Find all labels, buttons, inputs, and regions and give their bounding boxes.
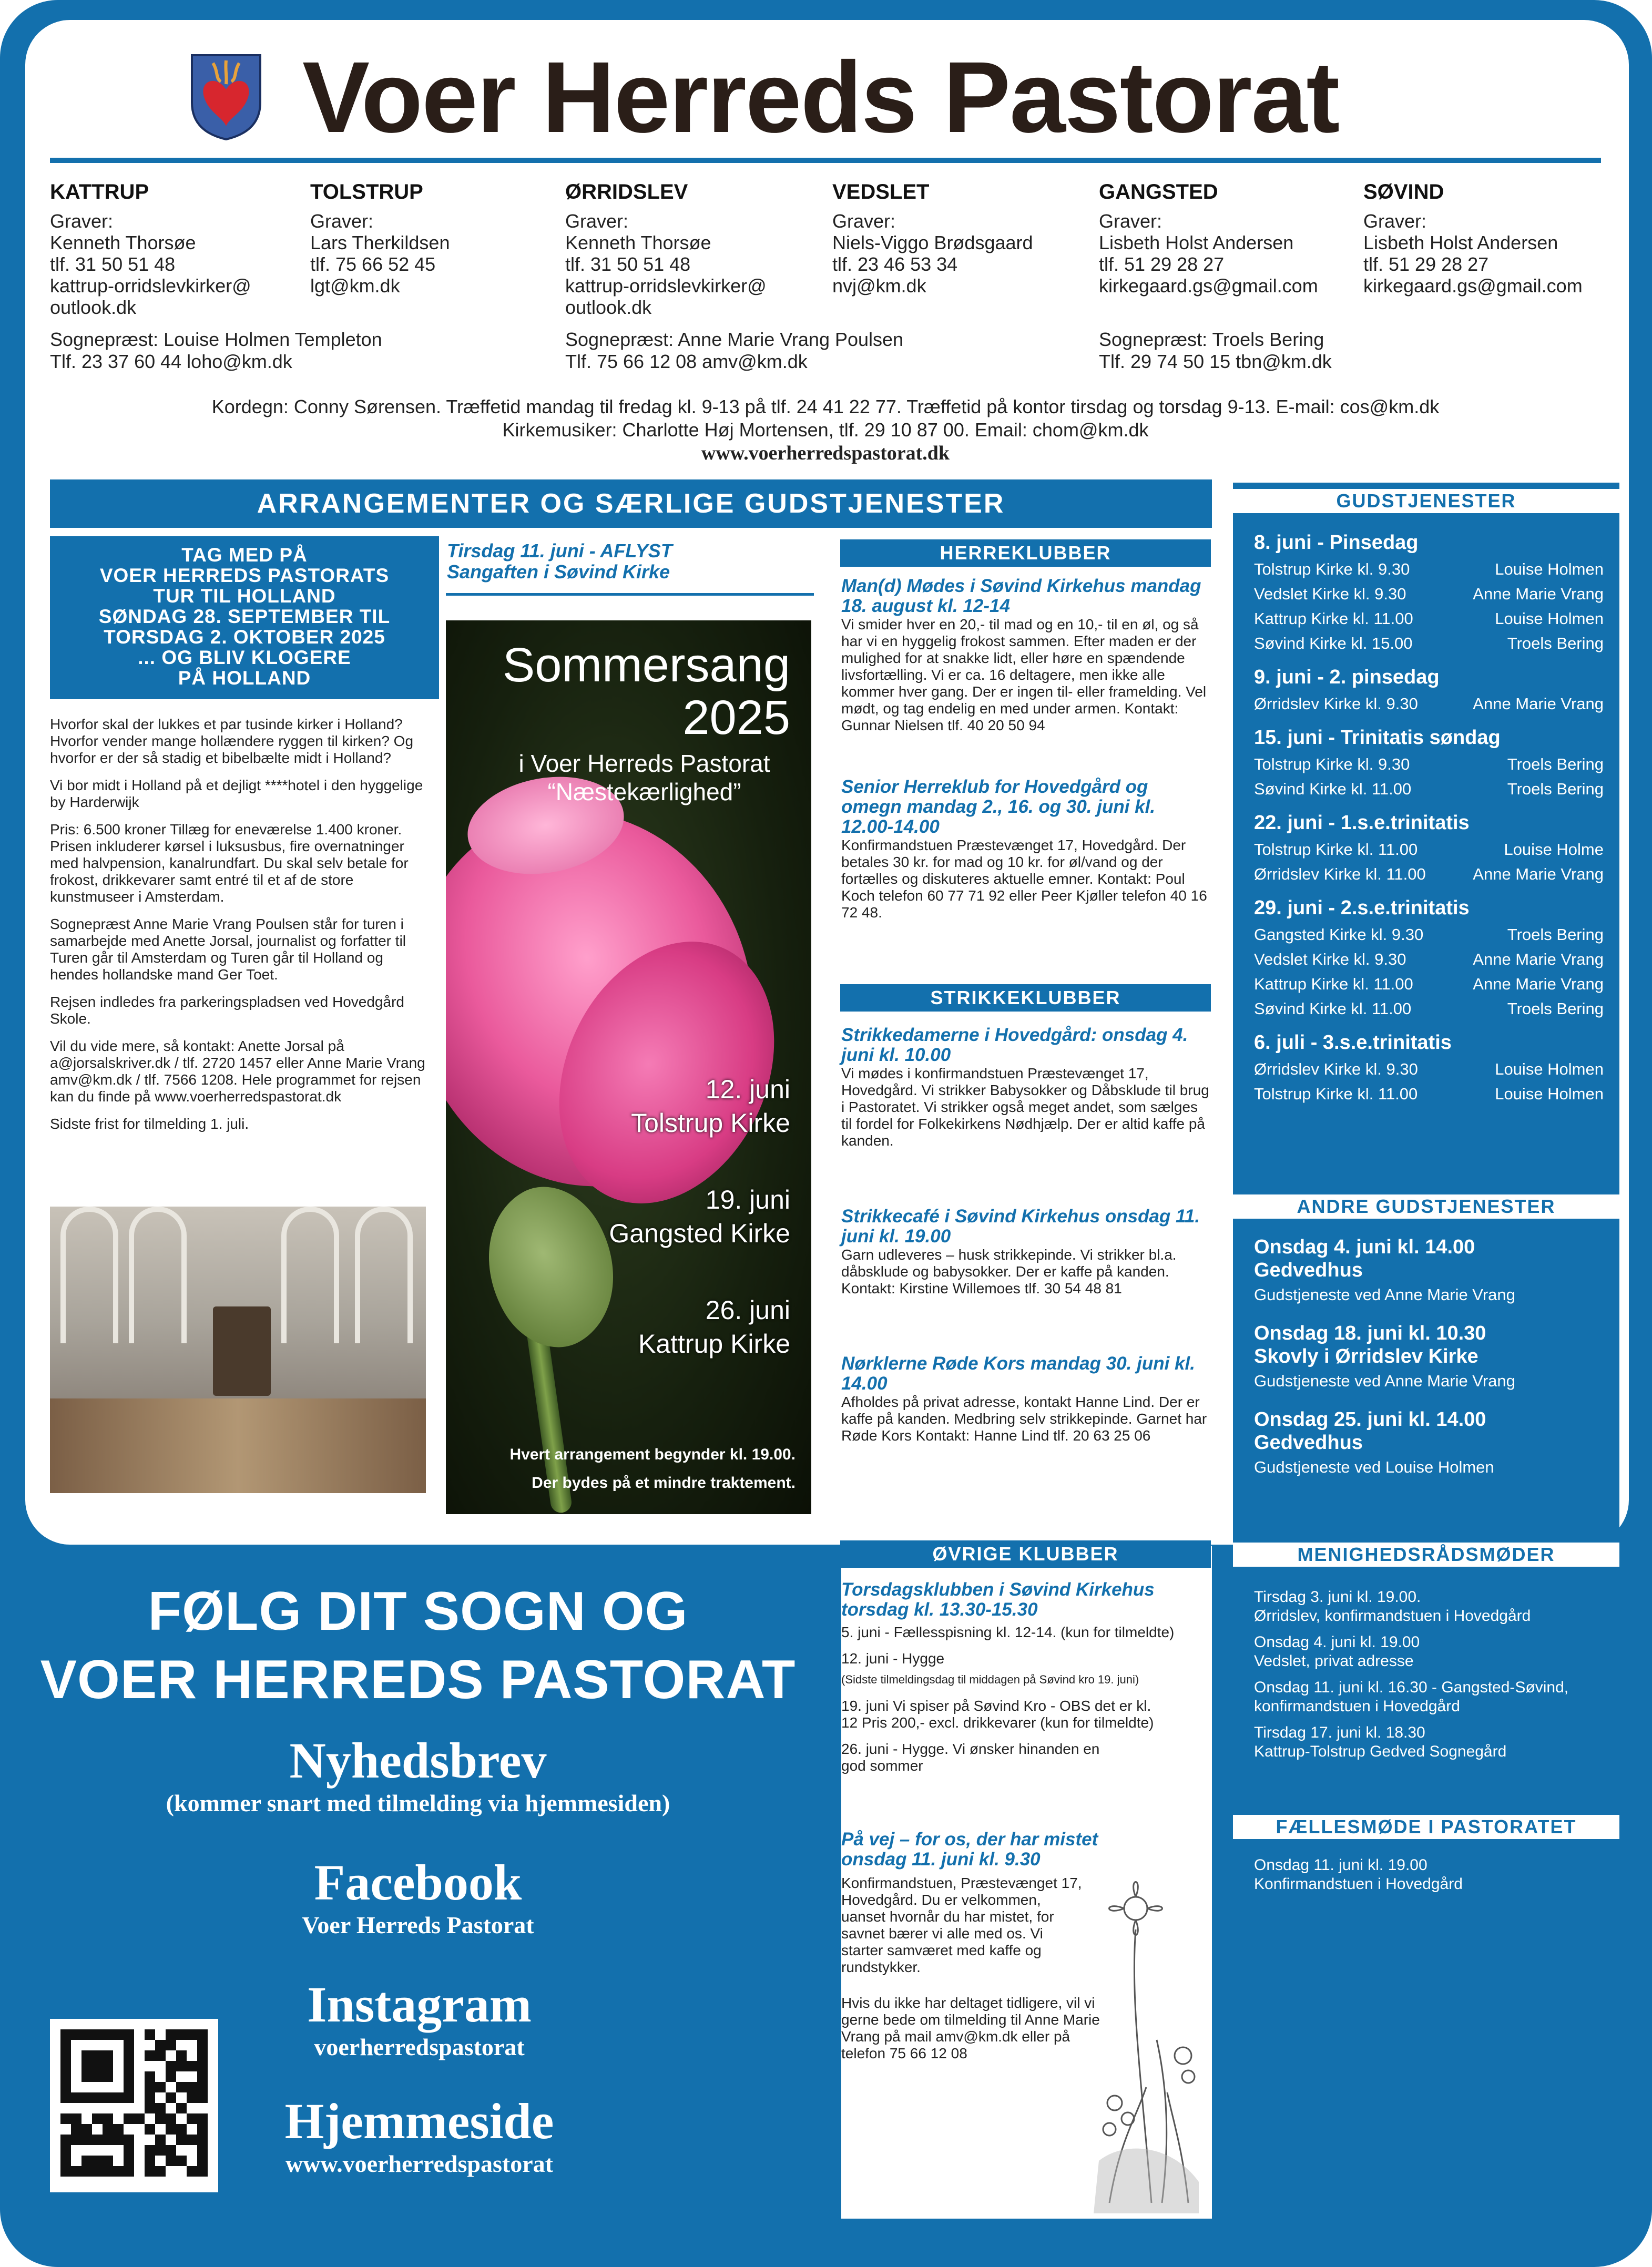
priest-contact: Tlf. 23 37 60 44 loho@km.dk <box>50 351 292 372</box>
club-title: På vej – for os, der har mistet onsdag 11. juni kl. 9.30 <box>841 1829 1098 1870</box>
menighed-list <box>1254 1588 1604 1761</box>
parish-email[interactable]: nvj@km.dk <box>832 275 926 297</box>
meeting-place: konfirmandstuen i Hovedgård <box>1254 1698 1460 1715</box>
service-church: Tolstrup Kirke kl. 11.00 <box>1254 1085 1418 1103</box>
cancelled-notice <box>447 540 815 583</box>
service-day: 9. juni - 2. pinsedag <box>1254 666 1440 688</box>
holland-paragraph: Vil du vide mere, så kontakt: Anette Jorsal på a@jorsalskriver.dk / tlf. 2720 1457 eller Anne Marie Vrang amv@km.dk / tlf. 7566 1208. Hele programmet for rejsen kan du finde på www.voerherredspastorat.dk <box>50 1038 425 1105</box>
holland-paragraph: Sidste frist for tilmelding 1. juli. <box>50 1116 249 1132</box>
parish-orridslev <box>565 181 767 318</box>
service-row <box>1254 631 1604 656</box>
holland-paragraph: Vi bor midt i Holland på et dejligt ****hotel i den hyggelige by Harderwijk <box>50 777 423 810</box>
meeting-place: Vedslet, privat adresse <box>1254 1652 1414 1670</box>
service-church: Kattrup Kirke kl. 11.00 <box>1254 975 1413 993</box>
poster-footer-line: Der bydes på et mindre traktement. <box>532 1474 796 1492</box>
service-church: Søvind Kirke kl. 11.00 <box>1254 780 1412 798</box>
parish-role: Graver: <box>1099 210 1162 232</box>
service-day: 6. juli - 3.s.e.trinitatis <box>1254 1032 1452 1054</box>
service-priest: Troels Bering <box>1507 780 1604 798</box>
parish-name: VEDSLET <box>832 180 930 203</box>
priest-contact: Tlf. 29 74 50 15 tbn@km.dk <box>1099 351 1332 372</box>
torsdagsklubben <box>841 1580 1204 1774</box>
holland-box-line: PÅ HOLLAND <box>178 667 311 689</box>
event-place: Gangsted Kirke <box>609 1219 790 1248</box>
parish-vedslet <box>832 181 1033 297</box>
service-row <box>1254 862 1604 886</box>
parish-person: Lisbeth Holst Andersen <box>1363 232 1558 253</box>
parish-name: SØVIND <box>1363 180 1444 203</box>
service-row <box>1254 1057 1604 1081</box>
service-church: Søvind Kirke kl. 15.00 <box>1254 634 1413 652</box>
parish-name: ØRRIDSLEV <box>565 180 688 203</box>
club-text: Vi smider hver en 20,- til mad og en 10,- til en øl, og så har vi en hyggelig frokost sammen. Efter maden er der mulighed for at snakke lidt, eller høre en spændende livsfortælling. Vi er ca. 16 deltagere, men ikke alle kommer hver gang. Der er ingen til- eller framelding. Vel mødt, og tag endelig en med under armen. Kontakt: Gunnar Nielsen tlf. 40 20 50 94 <box>841 616 1207 733</box>
service-priest: Anne Marie Vrang <box>1473 585 1604 603</box>
herreklubber-heading: HERREKLUBBER <box>840 539 1211 567</box>
faellesmode-place: Konfirmandstuen i Hovedgård <box>1254 1875 1463 1893</box>
meeting-time: Onsdag 4. juni kl. 19.00 <box>1254 1633 1420 1651</box>
service-row <box>1254 837 1604 862</box>
service-day: 29. juni - 2.s.e.trinitatis <box>1254 897 1470 919</box>
parish-person: Kenneth Thorsøe <box>565 232 711 253</box>
andre-heading: ANDRE GUDSTJENESTER <box>1233 1194 1619 1219</box>
holland-box-line: TAG MED PÅ <box>181 544 308 566</box>
club-title: Man(d) Mødes i Søvind Kirkehus mandag 18. august kl. 12-14 <box>841 576 1201 616</box>
poster-subtitle <box>446 749 811 806</box>
meeting-item <box>1254 1723 1604 1761</box>
service-group <box>1254 723 1604 801</box>
club-title: Strikkedamerne i Hovedgård: onsdag 4. juni kl. 10.00 <box>841 1025 1188 1065</box>
meeting-item <box>1254 1588 1604 1626</box>
pastorat-shield-logo <box>189 53 263 142</box>
masthead-title: Voer Herreds Pastorat <box>302 40 1339 154</box>
parish-person: Lars Therkildsen <box>310 232 450 253</box>
meeting-time: Tirsdag 17. juni kl. 18.30 <box>1254 1724 1425 1741</box>
newsletter-link[interactable]: Nyhedsbrev <box>289 1732 547 1789</box>
poster-title <box>503 639 790 744</box>
other-service <box>1254 1408 1604 1480</box>
website-link[interactable]: www.voerherredspastorat.dk <box>701 442 950 464</box>
poster-event-1 <box>631 1073 790 1140</box>
service-day: 22. juni - 1.s.e.trinitatis <box>1254 812 1470 834</box>
service-priest: Anne Marie Vrang <box>1473 865 1604 883</box>
poster-title-line: Sommersang <box>502 638 790 692</box>
service-priest: Louise Holmen <box>1495 560 1604 578</box>
parish-phone: tlf. 51 29 28 27 <box>1099 253 1225 275</box>
club-text: Konfirmandstuen, Præstevænget 17, Hovedgård. Du er velkommen, uanset hvornår du har mistet, for savnet bærer vi alle med os. Vi starter samværet med kaffe og rundstykker. <box>841 1875 1082 1975</box>
service-church: Ørridslev Kirke kl. 9.30 <box>1254 1060 1418 1078</box>
poster-title-line: 2025 <box>682 691 790 744</box>
service-priest: Louise Holme <box>1504 840 1604 859</box>
holland-box-line: VOER HERREDS PASTORATS <box>99 565 390 586</box>
facebook-link[interactable]: Facebook <box>314 1854 522 1911</box>
faellesmode-time: Onsdag 11. juni kl. 19.00 <box>1254 1856 1427 1874</box>
other-service-title: Onsdag 4. juni kl. 14.00 Gedvedhus <box>1254 1236 1475 1281</box>
meeting-item <box>1254 1678 1604 1716</box>
priest-name: Sognepræst: Louise Holmen Templeton <box>50 329 382 350</box>
club-line: 5. juni - Fællesspisning kl. 12-14. (kun for tilmeldte) <box>841 1624 1175 1640</box>
service-priest: Anne Marie Vrang <box>1473 975 1604 993</box>
andre-list <box>1254 1235 1604 1480</box>
parish-phone: tlf. 31 50 51 48 <box>50 253 176 275</box>
meeting-place: Kattrup-Tolstrup Gedved Sognegård <box>1254 1743 1507 1760</box>
parish-role: Graver: <box>565 210 629 232</box>
service-group <box>1254 809 1604 886</box>
service-church: Ørridslev Kirke kl. 11.00 <box>1254 865 1426 883</box>
club-line: 26. juni - Hygge. Vi ønsker hinanden en god sommer <box>841 1741 1100 1774</box>
service-priest: Anne Marie Vrang <box>1473 950 1604 968</box>
service-church: Tolstrup Kirke kl. 9.30 <box>1254 560 1410 578</box>
strikkeklubber-heading: STRIKKEKLUBBER <box>840 984 1211 1012</box>
facebook-sub: Voer Herreds Pastorat <box>302 1912 534 1938</box>
other-service-title: Onsdag 18. juni kl. 10.30 Skovly i Ørridslev Kirke <box>1254 1322 1486 1367</box>
sommersang-poster <box>446 620 811 1514</box>
parish-sovind <box>1363 181 1583 297</box>
herreklub-1 <box>841 576 1209 734</box>
club-text: Vi mødes i konfirmandstuen Præstevænget 17, Hovedgård. Vi strikker Babysokker og Dåbsklude til brug i Pastoratet. Vi strikker også meget andet, som sælges til fordel for Folkekirkens Nødhjælp. Der er altid kaffe på kanden. <box>841 1065 1209 1149</box>
parish-phone: tlf. 23 46 53 34 <box>832 253 958 275</box>
office-contact <box>50 395 1601 465</box>
holland-description <box>50 716 434 1143</box>
service-priest: Louise Holmen <box>1495 609 1604 628</box>
poster-subtitle-line: i Voer Herreds Pastorat <box>518 750 770 777</box>
service-row <box>1254 996 1604 1021</box>
other-service <box>1254 1322 1604 1394</box>
parish-email[interactable]: kattrup-orridslevkirker@ <box>50 275 251 297</box>
service-day: 8. juni - Pinsedag <box>1254 532 1419 554</box>
parish-role: Graver: <box>832 210 896 232</box>
event-date: 12. juni <box>705 1075 790 1104</box>
service-group <box>1254 528 1604 656</box>
header-divider <box>50 158 1601 163</box>
arrangementer-heading: ARRANGEMENTER OG SÆRLIGE GUDSTJENESTER <box>50 479 1212 528</box>
other-service-title: Onsdag 25. juni kl. 14.00 Gedvedhus <box>1254 1408 1486 1454</box>
service-priest: Troels Bering <box>1507 925 1604 944</box>
parish-person: Niels-Viggo Brødsgaard <box>832 232 1033 253</box>
other-service-desc: Gudstjeneste ved Anne Marie Vrang <box>1254 1372 1515 1390</box>
club-line: 19. juni Vi spiser på Søvind Kro - OBS det er kl. 12 Pris 200,- excl. drikkevarer (kun for tilmeldte) <box>841 1698 1154 1731</box>
newsletter-sub: (kommer snart med tilmelding via hjemmesiden) <box>166 1790 670 1816</box>
parish-email[interactable]: lgt@km.dk <box>310 275 400 297</box>
musician-line: Kirkemusiker: Charlotte Høj Mortensen, tlf. 29 10 87 00. Email: chom@km.dk <box>502 419 1149 441</box>
church-bookstore-photo <box>50 1207 426 1493</box>
meeting-time: Onsdag 11. juni kl. 16.30 - Gangsted-Søvind, <box>1254 1679 1569 1696</box>
service-row <box>1254 691 1604 716</box>
service-row <box>1254 1081 1604 1106</box>
meeting-time: Tirsdag 3. juni kl. 19.00. <box>1254 1588 1421 1606</box>
service-priest: Troels Bering <box>1507 755 1604 773</box>
priest-name: Sognepræst: Anne Marie Vrang Poulsen <box>565 329 904 350</box>
parish-tolstrup <box>310 181 450 297</box>
parish-email-cont[interactable]: outlook.dk <box>50 297 137 318</box>
parish-role: Graver: <box>50 210 114 232</box>
follow-headline: VOER HERREDS PASTORAT <box>40 1649 796 1710</box>
service-church: Tolstrup Kirke kl. 11.00 <box>1254 840 1418 859</box>
service-priest: Troels Bering <box>1507 634 1604 652</box>
service-priest: Louise Holmen <box>1495 1085 1604 1103</box>
holland-paragraph: Sognepræst Anne Marie Vrang Poulsen står for turen i samarbejde med Anette Jorsal, journalist og forfatter til Turen går til Amsterdam og Turen går til Holland og hendes hollandske mand Ger Toet. <box>50 916 406 983</box>
parish-kattrup <box>50 181 251 318</box>
service-row <box>1254 972 1604 996</box>
event-date: 26. juni <box>705 1295 790 1325</box>
poster-footer <box>509 1441 796 1497</box>
club-title: Strikkecafé i Søvind Kirkehus onsdag 11. juni kl. 19.00 <box>841 1206 1200 1247</box>
club-text: Hvis du ikke har deltaget tidligere, vil vi gerne bede om tilmelding til Anne Marie Vrang på mail amv@km.dk eller på telefon 75 66 12 08 <box>841 1995 1100 2061</box>
other-service <box>1254 1235 1604 1308</box>
parish-email[interactable]: kirkegaard.gs@gmail.com <box>1099 275 1318 297</box>
service-church: Vedslet Kirke kl. 9.30 <box>1254 950 1406 968</box>
follow-headline: FØLG DIT SOGN OG <box>148 1581 688 1642</box>
parish-email[interactable]: kattrup-orridslevkirker@ <box>565 275 767 297</box>
club-title: Torsdagsklubben i Søvind Kirkehus torsdag kl. 13.30-15.30 <box>841 1579 1155 1620</box>
meeting-item <box>1254 1633 1604 1671</box>
priest-louise <box>50 329 382 373</box>
club-title: Senior Herreklub for Hovedgård og omegn mandag 2., 16. og 30. juni kl. 12.00-14.00 <box>841 777 1156 837</box>
service-group <box>1254 894 1604 1021</box>
daffodil-illustration <box>1078 1866 1215 2213</box>
other-service-desc: Gudstjeneste ved Louise Holmen <box>1254 1458 1494 1476</box>
service-priest: Anne Marie Vrang <box>1473 695 1604 713</box>
service-day: 15. juni - Trinitatis søndag <box>1254 727 1501 749</box>
holland-paragraph: Rejsen indledes fra parkeringspladsen ved Hovedgård Skole. <box>50 994 404 1027</box>
kordegn-line: Kordegn: Conny Sørensen. Træffetid mandag til fredag kl. 9-13 på tlf. 24 41 22 77. Træffetid på kontor tirsdag og torsdag 9-13. E-mail: cos@km.dk <box>211 396 1440 417</box>
parish-name: GANGSTED <box>1099 180 1218 203</box>
parish-name: TOLSTRUP <box>310 180 423 203</box>
poster-subtitle-line: “Næstekærlighed” <box>547 778 741 805</box>
gudstjenester-list <box>1254 528 1604 1106</box>
strikkeklub-2 <box>841 1207 1209 1297</box>
parish-name: KATTRUP <box>50 180 149 203</box>
holland-box-line: TUR TIL HOLLAND <box>153 585 336 607</box>
event-date: 19. juni <box>705 1185 790 1214</box>
club-line: (Sidste tilmeldingsdag til middagen på Søvind kro 19. juni) <box>841 1673 1139 1686</box>
holland-box-line: TORSDAG 2. OKTOBER 2025 <box>104 626 385 648</box>
parish-phone: tlf. 75 66 52 45 <box>310 253 436 275</box>
menighed-heading: MENIGHEDSRÅDSMØDER <box>1233 1543 1619 1567</box>
homepage-sub: www.voerherredspastorat <box>285 2150 553 2177</box>
strikkeklub-1 <box>841 1025 1209 1149</box>
parish-phone: tlf. 51 29 28 27 <box>1363 253 1489 275</box>
service-row <box>1254 777 1604 801</box>
strikkeklub-3 <box>841 1354 1209 1444</box>
divider <box>446 593 814 596</box>
other-service-desc: Gudstjeneste ved Anne Marie Vrang <box>1254 1285 1515 1304</box>
service-row <box>1254 581 1604 606</box>
parish-phone: tlf. 31 50 51 48 <box>565 253 691 275</box>
parish-gangsted <box>1099 181 1318 297</box>
cancelled-event: Sangaften i Søvind Kirke <box>447 561 670 583</box>
cancelled-title: Tirsdag 11. juni - AFLYST <box>447 540 672 561</box>
poster-footer-line: Hvert arrangement begynder kl. 19.00. <box>509 1446 796 1463</box>
service-church: Kattrup Kirke kl. 11.00 <box>1254 609 1413 628</box>
faellesmode-heading: FÆLLESMØDE I PASTORATET <box>1233 1815 1619 1839</box>
parish-person: Kenneth Thorsøe <box>50 232 196 253</box>
club-text: Konfirmandstuen Præstevænget 17, Hovedgård. Der betales 30 kr. for mad og 10 kr. for øl/vand og der fortælles og diskuteres aktuelle emner. Kontakt: Poul Koch telefon 60 77 71 92 eller Peer Kjøller telefon 40 16 72 48. <box>841 837 1207 921</box>
priest-anne-marie <box>565 329 903 373</box>
service-row <box>1254 752 1604 777</box>
parish-person: Lisbeth Holst Andersen <box>1099 232 1294 253</box>
holland-box-line: ... OG BLIV KLOGERE <box>138 647 351 668</box>
gudstjenester-heading: GUDSTJENESTER <box>1233 489 1619 513</box>
club-text: Garn udleveres – husk strikkepinde. Vi strikker bl.a. dåbsklude og babysokker. Der er kaffe på kanden. Kontakt: Kirstine Willemoes tlf. 30 54 48 81 <box>841 1247 1177 1296</box>
priest-name: Sognepræst: Troels Bering <box>1099 329 1324 350</box>
service-church: Tolstrup Kirke kl. 9.30 <box>1254 755 1410 773</box>
club-title: Nørklerne Røde Kors mandag 30. juni kl. 14.00 <box>841 1353 1195 1394</box>
service-church: Vedslet Kirke kl. 9.30 <box>1254 585 1406 603</box>
club-text: Afholdes på privat adresse, kontakt Hanne Lind. Der er kaffe på kanden. Medbring selv strikkepinde. Garnet har Røde Kors Kontakt: Hanne Lind tlf. 20 63 25 06 <box>841 1394 1207 1444</box>
event-place: Kattrup Kirke <box>638 1329 790 1359</box>
service-church: Søvind Kirke kl. 11.00 <box>1254 999 1412 1018</box>
holland-trip-box <box>50 536 439 699</box>
qr-code[interactable] <box>50 2019 218 2192</box>
service-row <box>1254 922 1604 947</box>
paa-vej-group <box>841 1829 1100 2062</box>
poster-event-3 <box>638 1293 790 1361</box>
club-line: 12. juni - Hygge <box>841 1650 945 1667</box>
event-place: Tolstrup Kirke <box>631 1108 790 1138</box>
service-row <box>1254 606 1604 631</box>
ovrige-heading: ØVRIGE KLUBBER <box>840 1540 1211 1568</box>
service-church: Ørridslev Kirke kl. 9.30 <box>1254 695 1418 713</box>
meeting-place: Ørridslev, konfirmandstuen i Hovedgård <box>1254 1607 1531 1625</box>
service-church: Gangsted Kirke kl. 9.30 <box>1254 925 1424 944</box>
herreklub-2 <box>841 777 1209 921</box>
parish-contacts <box>50 181 1601 392</box>
instagram-sub: voerherredspastorat <box>314 2034 525 2060</box>
qr-pattern <box>60 2029 208 2177</box>
homepage-link[interactable]: Hjemmeside <box>284 2093 554 2149</box>
service-group <box>1254 1028 1604 1106</box>
holland-box-line: SØNDAG 28. SEPTEMBER TIL <box>98 606 391 627</box>
faellesmode-info <box>1254 1856 1604 1894</box>
parish-email[interactable]: kirkegaard.gs@gmail.com <box>1363 275 1583 297</box>
poster-event-2 <box>609 1183 790 1250</box>
service-priest: Louise Holmen <box>1495 1060 1604 1078</box>
instagram-link[interactable]: Instagram <box>307 1976 532 2033</box>
parish-role: Graver: <box>310 210 374 232</box>
holland-paragraph: Hvorfor skal der lukkes et par tusinde kirker i Holland? Hvorfor vender mange hollændere ryggen til kirken? Og hvorfor er der så stadig et bibelbælte midt i Holland? <box>50 716 414 766</box>
service-group <box>1254 663 1604 716</box>
parish-email-cont[interactable]: outlook.dk <box>565 297 652 318</box>
service-priest: Troels Bering <box>1507 999 1604 1018</box>
priest-contact: Tlf. 75 66 12 08 amv@km.dk <box>565 351 808 372</box>
service-row <box>1254 557 1604 581</box>
parish-role: Graver: <box>1363 210 1427 232</box>
priest-troels <box>1099 329 1332 373</box>
holland-paragraph: Pris: 6.500 kroner Tillæg for eneværelse 1.400 kroner. Prisen inkluderer kørsel i luksusbus, fire overnatninger med halvpension, kanalrundfart. Du skal selv betale for frokost, drikkevarer samt entré til et af de store kunstmuseer i Amsterdam. <box>50 821 409 905</box>
service-row <box>1254 947 1604 972</box>
